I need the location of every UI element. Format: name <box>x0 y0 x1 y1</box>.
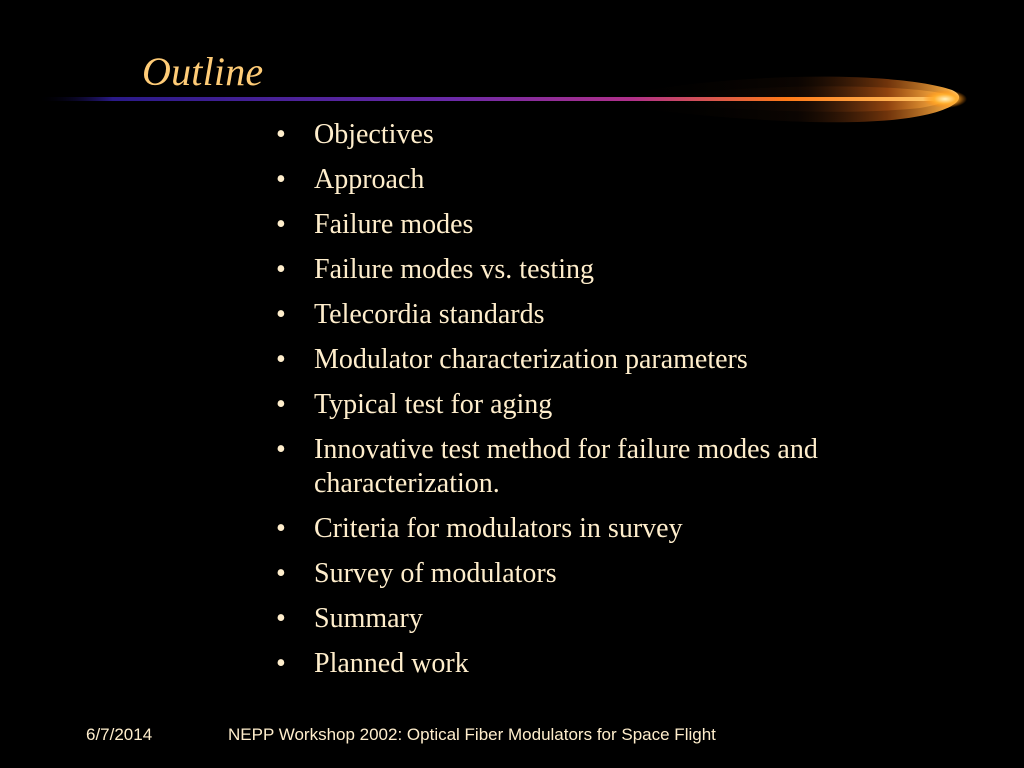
list-item-text: Objectives <box>314 119 434 150</box>
list-item-text: Summary <box>314 603 423 634</box>
list-item <box>270 253 970 287</box>
list-item <box>270 602 970 636</box>
bullet-icon: • <box>276 119 286 150</box>
bullet-icon: • <box>276 603 286 634</box>
bullet-icon: • <box>276 254 286 285</box>
list-item <box>270 208 970 242</box>
list-item-text: Innovative test method for failure modes and characterization. <box>314 434 818 499</box>
list-item <box>270 298 970 332</box>
list-item-text: Failure modes vs. testing <box>314 254 594 285</box>
list-item-text: Typical test for aging <box>314 389 553 420</box>
list-item <box>270 647 970 681</box>
bullet-icon: • <box>276 434 286 465</box>
bullet-icon: • <box>276 209 286 240</box>
list-item <box>270 433 970 501</box>
bullet-icon: • <box>276 164 286 195</box>
bullet-icon: • <box>276 389 286 420</box>
list-item-text: Failure modes <box>314 209 474 240</box>
list-item <box>270 512 970 546</box>
list-item-text: Criteria for modulators in survey <box>314 513 683 544</box>
outline-list <box>270 118 970 692</box>
list-item <box>270 388 970 422</box>
list-item <box>270 343 970 377</box>
bullet-icon: • <box>276 344 286 375</box>
list-item <box>270 163 970 197</box>
bullet-icon: • <box>276 513 286 544</box>
slide-title: Outline <box>142 49 264 94</box>
bullet-icon: • <box>276 558 286 589</box>
list-item-text: Planned work <box>314 648 469 679</box>
list-item-text: Modulator characterization parameters <box>314 344 748 375</box>
footer-title: NEPP Workshop 2002: Optical Fiber Modulators for Space Flight <box>228 725 716 744</box>
list-item-text: Survey of modulators <box>314 558 557 589</box>
list-item <box>270 118 970 152</box>
list-item <box>270 557 970 591</box>
bullet-icon: • <box>276 648 286 679</box>
footer-date: 6/7/2014 <box>86 725 153 744</box>
list-item-text: Approach <box>314 164 425 195</box>
bullet-icon: • <box>276 299 286 330</box>
list-item-text: Telecordia standards <box>314 299 545 330</box>
